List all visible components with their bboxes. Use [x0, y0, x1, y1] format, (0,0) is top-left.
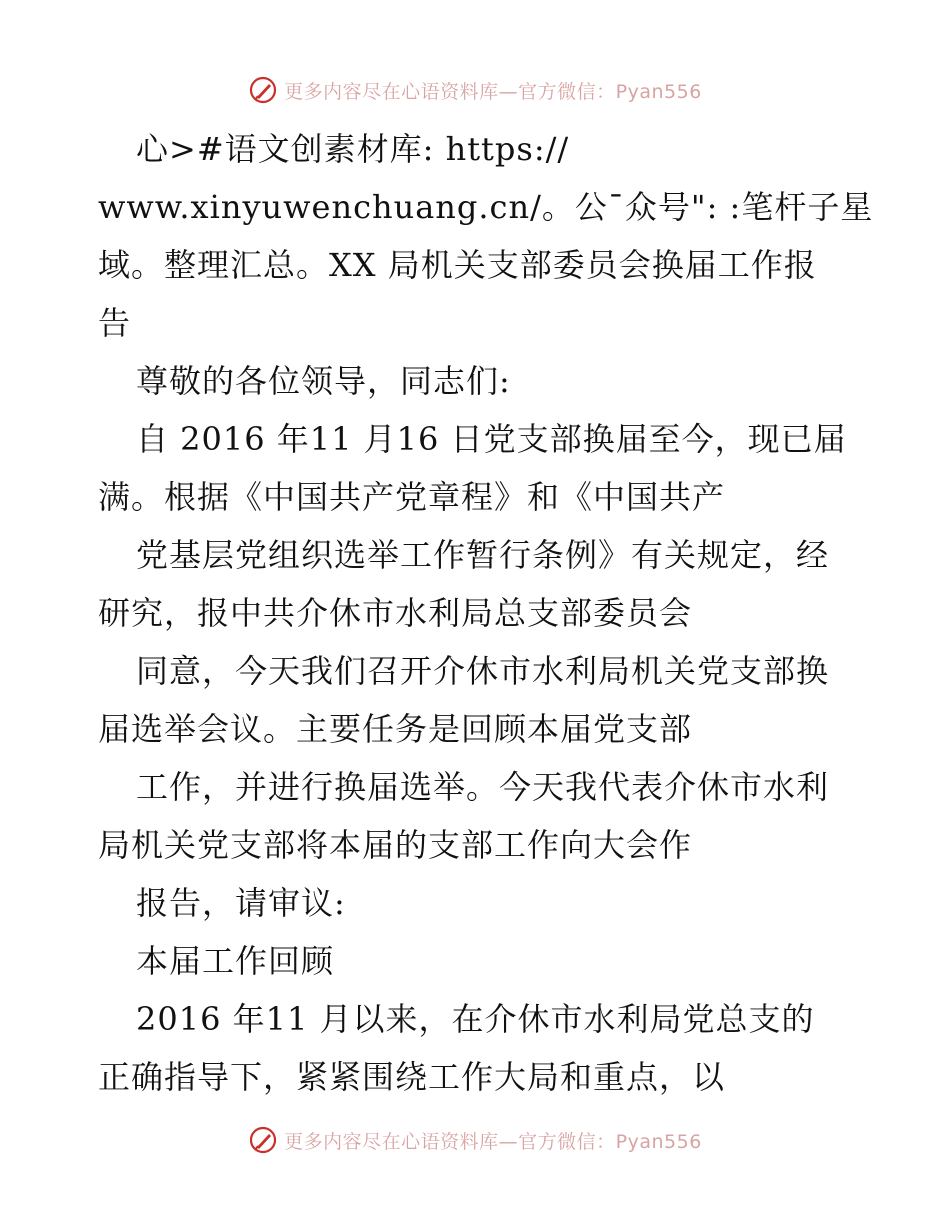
document-line: 2016 年11 月以来，在介休市水利局党总支的: [136, 1000, 815, 1038]
watermark-text: 更多内容尽在心语资料库—官方微信：Pyan556: [284, 80, 702, 103]
watermark-text: 更多内容尽在心语资料库—官方微信：Pyan556: [284, 1130, 702, 1153]
header-watermark: [0, 70, 950, 110]
document-line: 告: [98, 304, 132, 342]
document-line: 工作，并进行换届选举。今天我代表介休市水利: [136, 768, 830, 806]
document-line: 局机关党支部将本届的支部工作向大会作: [98, 826, 693, 864]
document-body: [98, 120, 874, 1106]
document-line: 党基层党组织选举工作暂行条例》有关规定，经: [136, 536, 830, 574]
document-line: 自 2016 年11 月16 日党支部换届至今，现已届: [136, 420, 847, 458]
document-line: 研究，报中共介休市水利局总支部委员会: [98, 594, 693, 632]
document-line: 满。根据《中国共产党章程》和《中国共产: [98, 478, 726, 516]
document-line: 尊敬的各位领导，同志们:: [136, 362, 511, 400]
document-line: 域。整理汇总。XX 局机关支部委员会换届工作报: [98, 246, 817, 284]
quill-pen-logo-icon: [248, 1125, 278, 1155]
document-line: 心>#语文创素材库: https://: [136, 130, 570, 168]
document-line: 报告，请审议:: [136, 884, 346, 922]
document-line: 同意，今天我们召开介休市水利局机关党支部换: [136, 652, 830, 690]
footer-watermark: [0, 1120, 950, 1160]
section-heading: 本届工作回顾: [136, 942, 335, 980]
document-line: 正确指导下，紧紧围绕工作大局和重点，以: [98, 1058, 726, 1096]
document-line: www.xinyuwenchuang.cn/。公¯众号": :笔杆子星: [98, 188, 874, 226]
document-line: 届选举会议。主要任务是回顾本届党支部: [98, 710, 693, 748]
quill-pen-logo-icon: [248, 75, 278, 105]
